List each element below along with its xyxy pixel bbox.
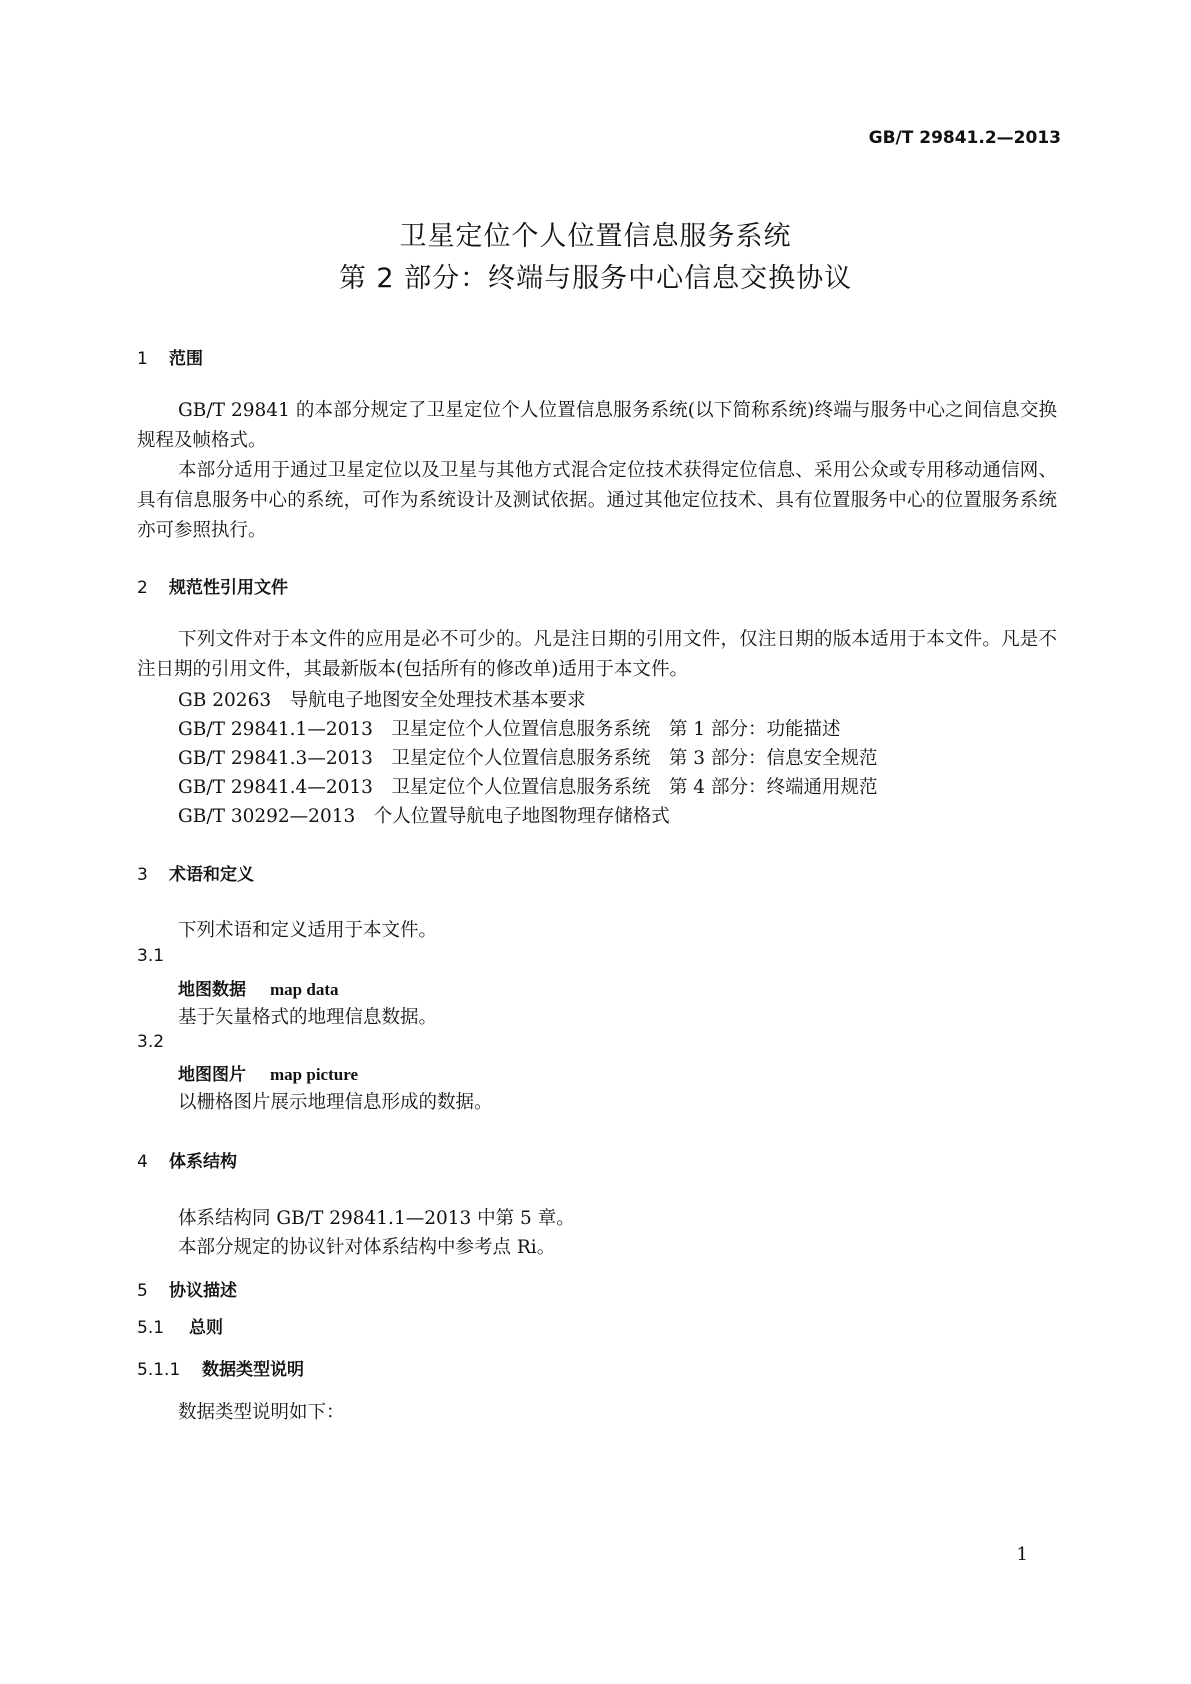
section-number: 3 [137, 865, 148, 885]
section-5-1-heading [137, 1313, 223, 1338]
section-title: 范围 [169, 349, 203, 369]
section-title: 术语和定义 [169, 865, 254, 885]
section-number: 5.1 [137, 1318, 165, 1338]
reference-item: GB/T 30292—2013 个人位置导航电子地图物理存储格式 [178, 806, 670, 827]
term-number: 3.2 [137, 1032, 165, 1052]
section-5-heading [137, 1276, 237, 1301]
term-definition: 基于矢量格式的地理信息数据。 [178, 1007, 438, 1028]
section-4-heading [137, 1147, 237, 1172]
term-zh: 地图图片 [178, 1065, 246, 1085]
section-number: 4 [137, 1152, 148, 1172]
document-title-line1: 卫星定位个人位置信息服务系统 [399, 221, 792, 252]
section-title: 数据类型说明 [202, 1360, 304, 1380]
reference-item: GB/T 29841.1—2013 卫星定位个人位置信息服务系统 第 1 部分：功能描述 [178, 719, 841, 740]
section-title: 规范性引用文件 [169, 578, 288, 598]
page-number: 1 [1016, 1544, 1028, 1565]
reference-item: GB/T 29841.3—2013 卫星定位个人位置信息服务系统 第 3 部分：信息安全规范 [178, 748, 878, 769]
section-number: 1 [137, 349, 148, 369]
section-4-paragraph-1: 体系结构同 GB/T 29841.1—2013 中第 5 章。 [178, 1208, 575, 1229]
reference-item: GB/T 29841.4—2013 卫星定位个人位置信息服务系统 第 4 部分：终端通用规范 [178, 777, 878, 798]
section-3-heading [137, 860, 254, 885]
section-1-heading [137, 344, 203, 369]
document-title-line2: 第 2 部分：终端与服务中心信息交换协议 [338, 263, 853, 294]
section-title: 总则 [189, 1318, 223, 1338]
section-number: 5 [137, 1281, 148, 1301]
standard-code: GB/T 29841.2—2013 [868, 128, 1061, 148]
term-zh: 地图数据 [178, 980, 246, 1000]
term-definition: 以栅格图片展示地理信息形成的数据。 [178, 1092, 493, 1113]
term-en: map picture [270, 1065, 358, 1084]
section-3-paragraph-1: 下列术语和定义适用于本文件。 [178, 920, 438, 941]
term-title [178, 975, 338, 1000]
section-title: 协议描述 [169, 1281, 237, 1301]
section-4-paragraph-2: 本部分规定的协议针对体系结构中参考点 Ri。 [178, 1237, 556, 1258]
term-number: 3.1 [137, 946, 165, 966]
section-number: 2 [137, 578, 148, 598]
section-number: 5.1.1 [137, 1360, 181, 1380]
term-en: map data [270, 980, 339, 999]
section-2-heading [137, 573, 288, 598]
section-1-paragraph-2: 本部分适用于通过卫星定位以及卫星与其他方式混合定位技术获得定位信息、采用公众或专用移动通信网、具有信息服务中心的系统，可作为系统设计及测试依据。通过其他定位技术、具有位置服务中心的位置服务系统亦可参照执行。 [137, 460, 1057, 541]
section-5-paragraph-1: 数据类型说明如下： [178, 1402, 345, 1423]
term-title [178, 1060, 358, 1085]
section-2-paragraph-1: 下列文件对于本文件的应用是必不可少的。凡是注日期的引用文件，仅注日期的版本适用于本文件。凡是不注日期的引用文件，其最新版本(包括所有的修改单)适用于本文件。 [137, 629, 1057, 680]
section-title: 体系结构 [169, 1152, 237, 1172]
reference-item: GB 20263 导航电子地图安全处理技术基本要求 [178, 690, 586, 711]
section-1-paragraph-1: GB/T 29841 的本部分规定了卫星定位个人位置信息服务系统(以下简称系统)终端与服务中心之间信息交换规程及帧格式。 [137, 400, 1057, 451]
section-5-1-1-heading [137, 1355, 304, 1380]
